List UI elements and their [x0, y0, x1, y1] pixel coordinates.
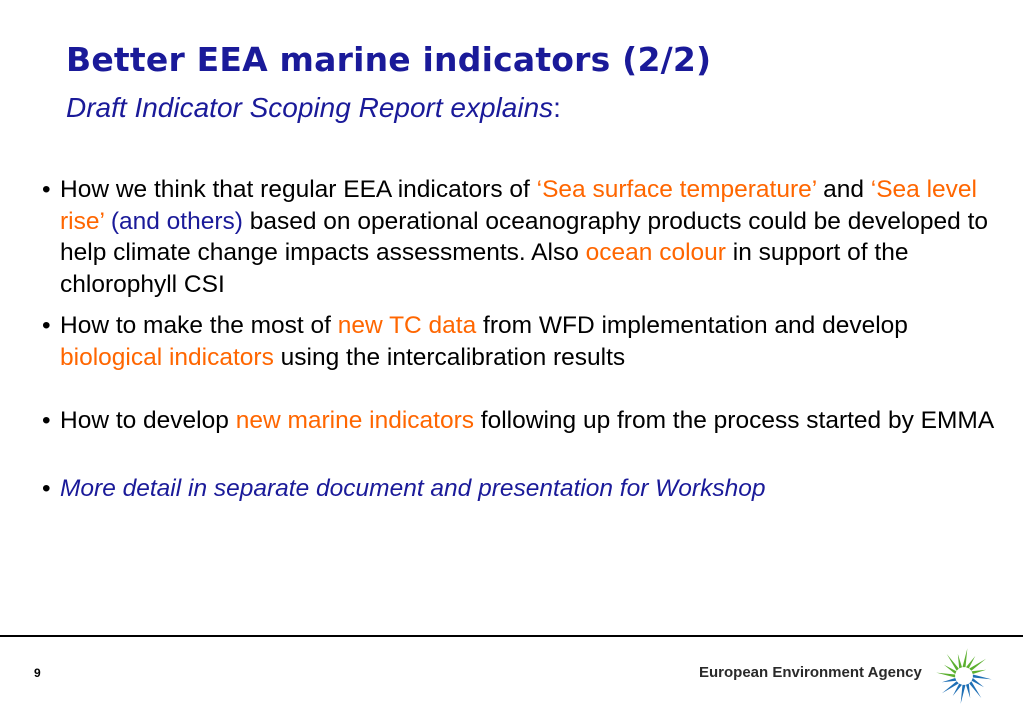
logo-ray: [961, 685, 966, 704]
bullet-2-text-1: How to make the most of: [60, 312, 338, 339]
bullet-dot: •: [42, 176, 51, 203]
footer-divider: [0, 635, 1023, 637]
bullet-3-text-2: following up from the process started by EMMA: [474, 407, 995, 434]
bullet-1-text-5: in support of the chlorophyll CSI: [60, 239, 909, 298]
bullet-dot: •: [42, 312, 51, 339]
bullet-1-highlight-slr: ‘Sea level rise’: [60, 176, 977, 235]
logo-ray: [936, 673, 955, 678]
bullet-2-highlight-bio: biological indicators: [60, 343, 274, 371]
bullet-list: [40, 174, 1000, 504]
bullet-3-highlight-new-marine: new marine indicators: [235, 407, 474, 434]
logo-ray: [962, 648, 967, 667]
logo-ray: [958, 654, 962, 669]
logo-ray: [966, 684, 970, 699]
bullet-3-text-1: How to develop: [60, 407, 236, 434]
slide-title: Better EEA marine indicators (2/2): [66, 40, 712, 79]
bullet-dot: •: [42, 407, 51, 434]
bullet-item-1: [40, 174, 1000, 300]
bullet-dot: •: [42, 474, 51, 502]
bullet-1-blue-others: (and others): [110, 207, 243, 235]
logo-ray: [972, 670, 987, 674]
bullet-2-text-3: using the intercalibration results: [273, 343, 626, 371]
bullet-item-4: [40, 473, 1000, 505]
logo-ray: [973, 674, 992, 679]
bullet-item-2: [40, 310, 1000, 373]
bullet-item-3: [40, 405, 1000, 437]
eea-sunburst-logo-icon: [930, 643, 1000, 705]
bullet-4-italic-text: More detail in separate document and presentation for Workshop: [60, 474, 766, 502]
logo-ray: [942, 678, 957, 682]
subtitle-colon: :: [553, 92, 561, 123]
bullet-1-highlight-ocean-colour: ocean colour: [585, 239, 726, 266]
slide-subtitle: [66, 92, 561, 124]
logo-center: [958, 670, 970, 682]
subtitle-text: Draft Indicator Scoping Report explains: [66, 92, 554, 123]
bullet-1-text-1: How we think that regular EEA indicators of: [60, 176, 537, 203]
bullet-1-text-4: based on operational oceanography products could be developed to help climate change impacts assessments. Also: [60, 207, 989, 266]
bullet-1-text-3: [104, 208, 111, 235]
bullet-2-highlight-tc-data: new TC data: [337, 312, 477, 339]
bullet-1-text-2: and: [816, 176, 871, 203]
page-number: 9: [34, 666, 41, 680]
bullet-2-text-2: from WFD implementation and develop: [476, 312, 908, 339]
bullet-1-highlight-sst: ‘Sea surface temperature’: [536, 176, 817, 203]
agency-name: European Environment Agency: [699, 664, 922, 681]
